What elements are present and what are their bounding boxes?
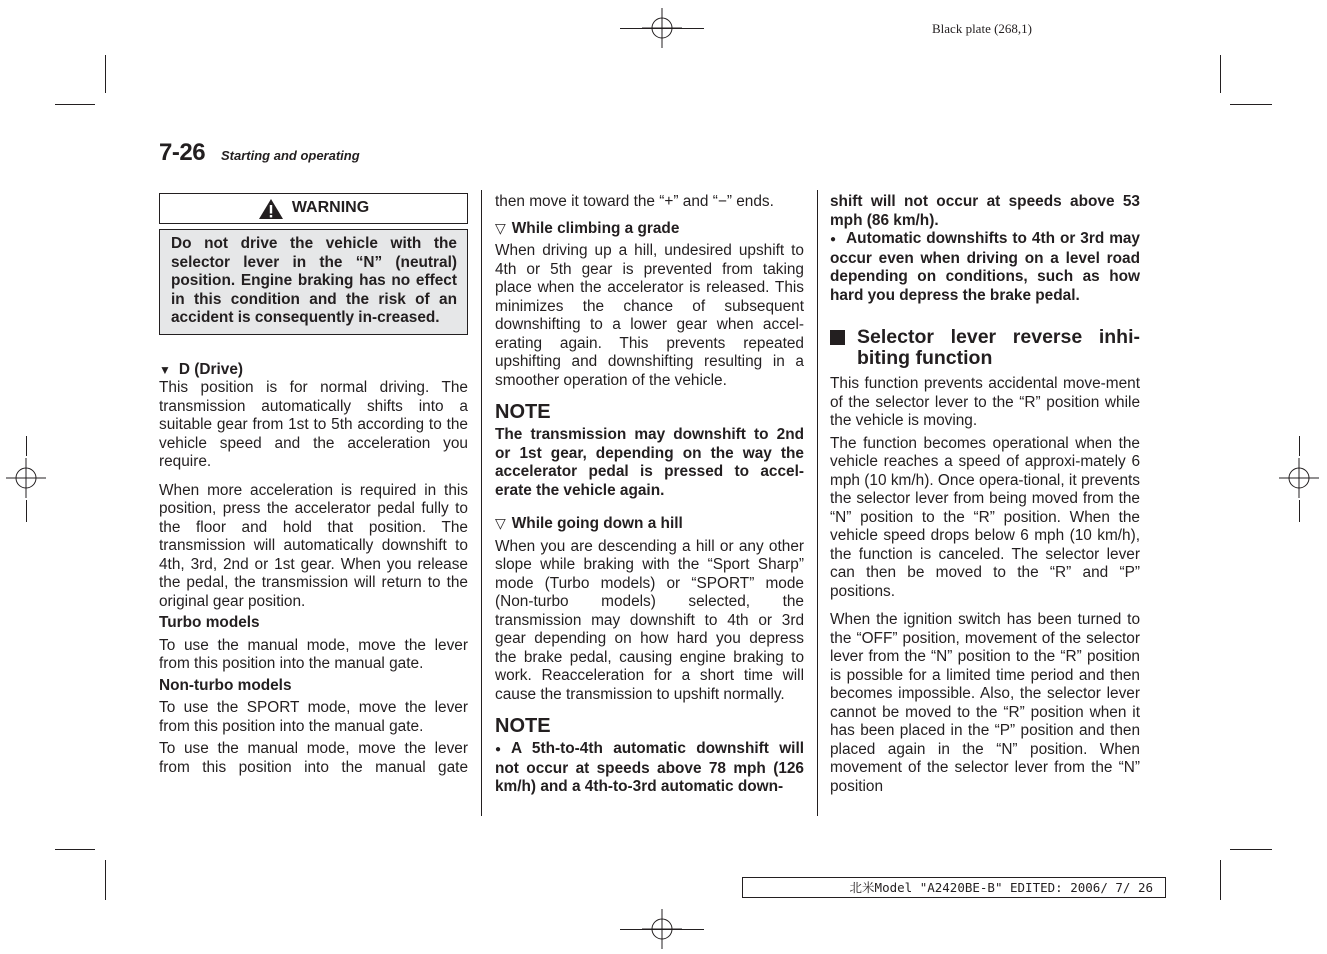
crop-mark bbox=[1230, 849, 1272, 850]
crop-mark bbox=[55, 849, 95, 850]
note-bullet bbox=[830, 230, 1140, 305]
paragraph: To use the manual mode, move the lever from this position into the manual gate. bbox=[159, 636, 468, 672]
note-bullet-continued: shift will not occur at speeds above 53 mph (86 km/h). bbox=[830, 193, 1140, 229]
crop-mark bbox=[26, 436, 27, 456]
paragraph: The function becomes operational when the vehicle reaches a speed of approxi-mately 6 mph (10 km/h). Once opera-tional, it prevents the selector lever from being moved from the “N” position to the “R” position. When the vehicle speed drops below 6 mph (10 km/h), the function is canceled. The selector lever can then be moved to the “R” and “P” positions. bbox=[830, 434, 1140, 600]
triangle-down-icon: ▼ bbox=[159, 362, 171, 377]
heading-downhill bbox=[495, 514, 804, 534]
heading-drive bbox=[159, 361, 468, 380]
footer-stamp: 北米Model "A2420BE-B" EDITED: 2006/ 7/ 26 bbox=[742, 877, 1166, 898]
paragraph: This position is for normal driving. The transmission automatically shifts into a suitable gear from 1st to 5th according to the vehicle speed and the acceleration you require. bbox=[159, 379, 468, 470]
column-middle bbox=[495, 193, 804, 797]
registration-mark-icon bbox=[6, 458, 46, 498]
heading-downhill-label: While going down a hill bbox=[511, 515, 683, 532]
page-number: 7-26 bbox=[159, 139, 206, 166]
heading-nonturbo: Non-turbo models bbox=[159, 676, 292, 694]
column-divider bbox=[481, 190, 482, 816]
triangle-outline-icon: ▽ bbox=[495, 219, 506, 236]
heading-reverse-inhibit bbox=[830, 327, 1140, 369]
crop-mark bbox=[620, 28, 704, 29]
registration-mark-icon bbox=[1279, 458, 1319, 498]
plate-label: Black plate (268,1) bbox=[932, 21, 1032, 36]
column-right bbox=[830, 193, 1140, 796]
crop-mark bbox=[1299, 436, 1300, 456]
warning-text: Do not drive the vehicle with the selector lever in the “N” (neutral) position. Engine braking has no effect in this condition and the risk of an accident is consequently in-creased. bbox=[159, 229, 468, 335]
note-bullet bbox=[495, 740, 804, 797]
paragraph: To use the SPORT mode, move the lever from this position into the manual gate. bbox=[159, 699, 468, 735]
note-title: NOTE bbox=[495, 715, 551, 737]
note-text: The transmission may downshift to 2nd or 1st gear, depending on the way the accelerator pedal is pressed to accel-erate the vehicle again. bbox=[495, 426, 804, 499]
crop-mark bbox=[26, 500, 27, 522]
crop-mark bbox=[620, 929, 704, 930]
bullet-icon: ● bbox=[495, 744, 502, 755]
note-bullet-text: A 5th-to-4th automatic downshift will not occur at speeds above 78 mph (126 km/h) and a 4th-to-3rd automatic down- bbox=[495, 740, 804, 795]
crop-mark bbox=[105, 55, 106, 93]
heading-turbo: Turbo models bbox=[159, 614, 260, 631]
note-title: NOTE bbox=[495, 401, 551, 423]
crop-mark bbox=[1220, 860, 1221, 900]
warning-header bbox=[159, 193, 468, 224]
heading-reverse-inhibit-label: Selector lever reverse inhi-biting function bbox=[857, 326, 1140, 369]
paragraph: When the ignition switch has been turned to the “OFF” position, movement of the selector lever from the “N” position to the “R” position is possible for a limited time period and then becomes impossible. Also, the selector lever cannot be moved to the “R” position when it has been placed in the “P” position and then placed again in the “N” position. When movement of the selector lever from the “N” position bbox=[830, 611, 1140, 795]
paragraph: This function prevents accidental move-ment of the selector lever to the “R” position while the vehicle is moving. bbox=[830, 375, 1140, 429]
paragraph: When driving up a hill, undesired upshift to 4th or 5th gear is prevented from taking place when the accelerator is released. This minimizes the chance of subsequent downshifting to a lower gear when accel-erating again. This prevents repeated upshifting and downshifting resulting in a smoother operation of the vehicle. bbox=[495, 242, 804, 389]
paragraph: then move it toward the “+” and “−” ends. bbox=[495, 193, 774, 210]
column-divider bbox=[817, 190, 818, 816]
heading-drive-label: D (Drive) bbox=[178, 360, 244, 378]
warning-triangle-icon bbox=[258, 198, 284, 220]
crop-mark bbox=[55, 104, 95, 105]
crop-mark bbox=[1230, 104, 1272, 105]
crop-mark bbox=[105, 860, 106, 900]
paragraph: When you are descending a hill or any other slope while braking with the “Sport Sharp” mode (Turbo models) or “SPORT” mode (Non-turbo models) selected, the transmission may downshift to 4th or 3rd gear depending on how hard you depress the brake pedal, causing engine braking to work. Reacceleration for a short time will cause the transmission to upshift normally. bbox=[495, 537, 804, 703]
triangle-outline-icon: ▽ bbox=[495, 515, 506, 531]
warning-title: WARNING bbox=[291, 199, 370, 217]
column-left bbox=[159, 193, 468, 777]
note-bullet-text: Automatic downshifts to 4th or 3rd may occur even when driving on a level road depending on conditions, such as how hard you depress the brake pedal. bbox=[830, 230, 1140, 304]
paragraph: To use the manual mode, move the lever from this position into the manual gate bbox=[159, 740, 468, 776]
heading-climbing bbox=[495, 219, 804, 239]
crop-mark bbox=[1220, 55, 1221, 93]
section-title: Starting and operating bbox=[221, 148, 360, 163]
bullet-icon: ● bbox=[830, 234, 837, 245]
square-bullet-icon bbox=[830, 330, 845, 345]
paragraph: When more acceleration is required in this position, press the accelerator pedal fully to the floor and hold that position. The transmission will automatically downshift to 4th, 3rd, 2nd or 1st gear. When you release the pedal, the transmission will return to the original gear position. bbox=[159, 481, 468, 610]
heading-climbing-label: While climbing a grade bbox=[511, 219, 680, 237]
crop-mark bbox=[1299, 500, 1300, 522]
